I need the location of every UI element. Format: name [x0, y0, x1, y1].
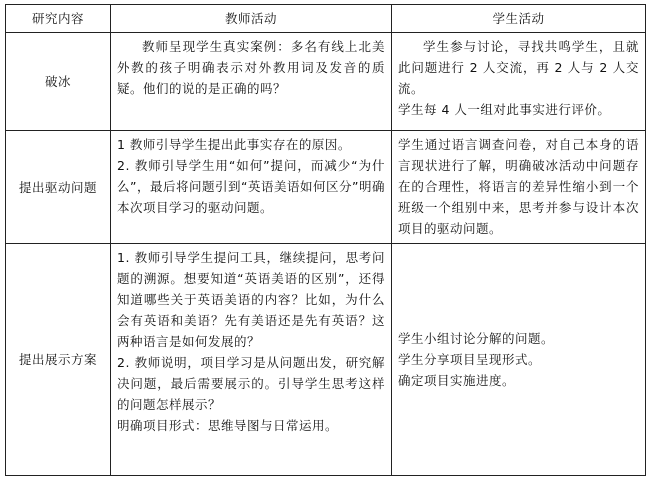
teacher-activity-cell — [111, 131, 392, 244]
table-row — [6, 131, 646, 244]
student-activity-cell — [392, 244, 646, 476]
student-activity-cell — [392, 131, 646, 244]
teacher-activity-text: 明确项目形式：思维导图与日常运用。 — [117, 418, 339, 433]
stage-cell: 提出展示方案 — [6, 244, 111, 476]
table-row — [6, 33, 646, 131]
stage-cell: 破冰 — [6, 33, 111, 131]
student-activity-text: 学生分享项目呈现形式。 — [398, 352, 542, 367]
student-activity-text: 确定项目实施进度。 — [398, 373, 516, 388]
student-activity-text: 学生通过语言调查问卷，对自己本身的语言现状进行了解，明确破冰活动中问题存在的合理性，将语言的差异性缩小到一个班级一个组别中来，思考并参与设计本次项目的驱动问题。 — [398, 137, 639, 236]
teacher-activity-cell — [111, 33, 392, 131]
teacher-activity-cell — [111, 244, 392, 476]
student-activity-text: 学生每 4 人一组对此事实进行评价。 — [398, 102, 611, 117]
header-row — [6, 5, 646, 33]
table-row — [6, 244, 646, 476]
teacher-activity-text: 1. 教师引导学生提问工具，继续提问，思考问题的溯源。想要知道“英语美语的区别”，还得知道哪些关于英语美语的内容？比如，为什么会有英语和美语？先有美语还是先有英语？这两种语言是如何发展的？ — [117, 250, 385, 349]
stage-cell: 提出驱动问题 — [6, 131, 111, 244]
student-activity-cell — [392, 33, 646, 131]
teacher-activity-text: 1 教师引导学生提出此事实存在的原因。 — [117, 137, 351, 152]
student-activity-text: 学生参与讨论，寻找共鸣学生，且就此问题进行 2 人交流，再 2 人与 2 人交流。 — [398, 39, 639, 96]
teacher-activity-text: 教师呈现学生真实案例：多名有线上北美外教的孩子明确表示对外教用词及发音的质疑。他们的说的是正确的吗？ — [117, 39, 385, 96]
student-activity-text: 学生小组讨论分解的问题。 — [398, 331, 555, 346]
header-teacher-activity: 教师活动 — [111, 5, 392, 33]
lesson-plan-table — [5, 4, 646, 476]
header-research-content: 研究内容 — [6, 5, 111, 33]
header-student-activity: 学生活动 — [392, 5, 646, 33]
teacher-activity-text: 2. 教师说明，项目学习是从问题出发，研究解决问题，最后需要展示的。引导学生思考这样的问题怎样展示？ — [117, 355, 385, 412]
teacher-activity-text: 2. 教师引导学生用“如何”提问，而减少“为什么”，最后将问题引到“英语美语如何区分”明确本次项目学习的驱动问题。 — [117, 158, 385, 215]
